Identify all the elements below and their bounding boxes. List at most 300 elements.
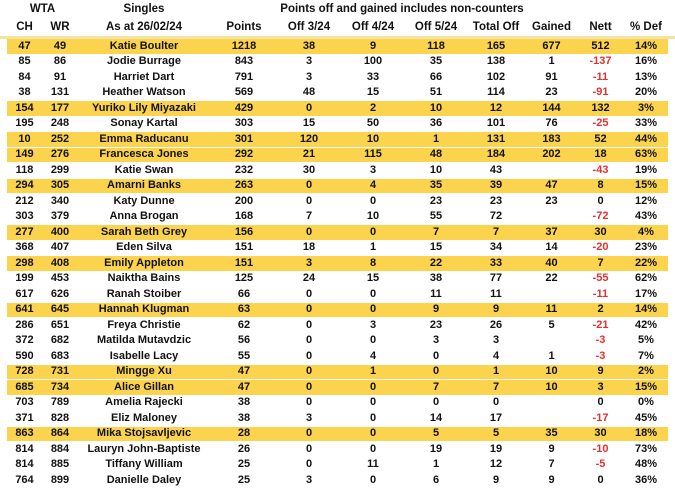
cell-points: 63 xyxy=(237,303,251,316)
cell-pct-def: 19% xyxy=(634,163,658,176)
cell-ch: 277 xyxy=(15,225,34,238)
cell-off-3-24: 0 xyxy=(305,396,313,409)
cell-wr: 91 xyxy=(53,70,67,83)
cell-total-off: 33 xyxy=(489,256,503,269)
cell-gained: 144 xyxy=(542,101,561,114)
cell-off-5-24: 10 xyxy=(429,101,443,114)
cell-pct-def: 3% xyxy=(638,101,654,114)
table-row xyxy=(7,318,668,334)
cell-off-3-24: 0 xyxy=(305,458,313,471)
cell-pct-def: 15% xyxy=(634,380,658,393)
cell-points: 62 xyxy=(237,318,251,331)
cell-points: 38 xyxy=(237,396,251,409)
table-row xyxy=(7,241,668,257)
cell-pct-def: 15% xyxy=(634,179,658,192)
cell-wr: 789 xyxy=(50,396,70,409)
header-ch: CH xyxy=(16,21,33,33)
cell-wr: 252 xyxy=(50,132,70,145)
cell-wr: 299 xyxy=(50,163,70,176)
cell-pct-def: 7% xyxy=(638,349,654,362)
cell-points: 429 xyxy=(234,101,254,114)
cell-total-off: 19 xyxy=(489,442,503,455)
cell-off-3-24: 3 xyxy=(305,411,313,424)
cell-player-name: Mingge Xu xyxy=(116,365,172,378)
cell-off-5-24: 7 xyxy=(432,380,440,393)
cell-total-off: 4 xyxy=(492,349,500,362)
cell-pct-def: 14% xyxy=(634,303,658,316)
cell-gained: 9 xyxy=(548,442,555,455)
non-counters-note: Points off and gained includes non-counters xyxy=(280,3,524,15)
cell-off-5-24: 118 xyxy=(427,39,445,52)
cell-nett: -5 xyxy=(595,458,606,471)
cell-player-name: Katie Swan xyxy=(114,163,174,176)
table-row xyxy=(7,210,668,226)
cell-player-name: Katie Boulter xyxy=(109,39,179,52)
cell-player-name: Alice Gillan xyxy=(114,380,174,393)
cell-nett: -43 xyxy=(592,163,609,176)
cell-player-name: Tiffany William xyxy=(105,458,183,471)
cell-gained: 202 xyxy=(542,148,561,161)
cell-pct-def: 5% xyxy=(638,334,654,347)
cell-off-5-24: 11 xyxy=(430,287,442,300)
cell-off-3-24: 21 xyxy=(302,148,316,161)
cell-off-5-24: 0 xyxy=(432,349,440,362)
cell-gained: 5 xyxy=(548,318,555,331)
cell-off-3-24: 3 xyxy=(305,473,313,486)
cell-off-5-24: 23 xyxy=(429,318,443,331)
cell-gained: 37 xyxy=(545,225,558,238)
cell-total-off: 23 xyxy=(489,194,503,207)
table-row xyxy=(7,442,668,458)
cell-off-5-24: 23 xyxy=(429,194,443,207)
cell-player-name: Sonay Kartal xyxy=(110,117,178,130)
cell-pct-def: 45% xyxy=(634,411,658,424)
cell-player-name: Katy Dunne xyxy=(113,194,175,207)
cell-wr: 248 xyxy=(50,117,70,130)
cell-ch: 286 xyxy=(15,318,34,331)
cell-ch: 84 xyxy=(18,70,31,83)
cell-player-name: Ranah Stoiber xyxy=(106,287,182,300)
cell-wr: 407 xyxy=(50,241,70,254)
cell-wr: 682 xyxy=(50,334,70,347)
table-body xyxy=(7,39,668,489)
cell-points: 47 xyxy=(237,365,251,378)
cell-off-5-24: 0 xyxy=(432,396,440,409)
cell-pct-def: 42% xyxy=(634,318,658,331)
cell-ch: 371 xyxy=(15,411,34,424)
cell-nett: 8 xyxy=(597,179,604,192)
cell-off-4-24: 0 xyxy=(369,396,377,409)
cell-wr: 400 xyxy=(50,225,70,238)
cell-points: 232 xyxy=(234,163,254,176)
cell-pct-def: 22% xyxy=(634,256,658,269)
cell-total-off: 43 xyxy=(489,163,503,176)
cell-player-name: Harriet Dart xyxy=(113,70,175,83)
cell-off-4-24: 115 xyxy=(364,148,382,161)
table-row xyxy=(7,148,668,164)
cell-gained: 9 xyxy=(548,473,555,486)
cell-ch: 212 xyxy=(15,194,34,207)
cell-off-5-24: 48 xyxy=(429,148,443,161)
cell-gained: 677 xyxy=(542,39,561,52)
cell-gained: 91 xyxy=(545,70,558,83)
cell-player-name: Heather Watson xyxy=(102,86,186,99)
cell-nett: 0 xyxy=(597,396,604,409)
cell-nett: -17 xyxy=(592,411,609,424)
cell-gained: 10 xyxy=(545,380,558,393)
cell-pct-def: 48% xyxy=(634,458,658,471)
cell-off-3-24: 0 xyxy=(305,179,313,192)
cell-off-4-24: 15 xyxy=(366,272,380,285)
cell-off-5-24: 38 xyxy=(429,272,443,285)
cell-pct-def: 13% xyxy=(634,70,658,83)
cell-player-name: Eliz Maloney xyxy=(110,411,178,424)
cell-off-4-24: 10 xyxy=(366,210,380,223)
cell-gained: 22 xyxy=(545,272,558,285)
cell-ch: 47 xyxy=(18,39,31,52)
cell-nett: -10 xyxy=(592,442,609,455)
cell-gained: 11 xyxy=(545,303,558,316)
cell-total-off: 12 xyxy=(489,458,503,471)
cell-total-off: 12 xyxy=(489,101,503,114)
header-points: Points xyxy=(226,21,262,33)
cell-off-5-24: 1 xyxy=(432,132,440,145)
cell-nett: 2 xyxy=(597,303,604,316)
cell-points: 263 xyxy=(234,179,254,192)
cell-total-off: 138 xyxy=(486,55,506,68)
cell-wr: 885 xyxy=(50,458,70,471)
table-column-headers xyxy=(7,18,668,36)
cell-wr: 683 xyxy=(50,349,70,362)
cell-total-off: 165 xyxy=(486,39,506,52)
cell-off-4-24: 0 xyxy=(369,427,377,440)
cell-total-off: 9 xyxy=(492,303,500,316)
cell-wr: 828 xyxy=(50,411,70,424)
cell-player-name: Anna Brogan xyxy=(109,210,179,223)
cell-player-name: Eden Silva xyxy=(116,241,172,254)
cell-nett: -20 xyxy=(592,241,609,254)
cell-wr: 731 xyxy=(50,365,70,378)
cell-off-3-24: 15 xyxy=(302,117,316,130)
cell-off-3-24: 18 xyxy=(302,241,316,254)
cell-pct-def: 16% xyxy=(634,55,658,68)
cell-off-4-24: 1 xyxy=(369,365,377,378)
cell-ch: 298 xyxy=(15,256,34,269)
cell-player-name: Isabelle Lacy xyxy=(109,349,179,362)
cell-pct-def: 18% xyxy=(634,427,658,440)
cell-ch: 195 xyxy=(15,117,34,130)
cell-nett: 512 xyxy=(591,39,610,52)
cell-points: 151 xyxy=(234,256,254,269)
table-row xyxy=(7,396,668,412)
header-wr: WR xyxy=(50,21,70,33)
cell-off-4-24: 0 xyxy=(369,442,377,455)
cell-ch: 685 xyxy=(15,380,34,393)
header-pct-def: % Def xyxy=(630,21,662,33)
header-off-5-24: Off 5/24 xyxy=(414,21,458,33)
cell-off-3-24: 30 xyxy=(302,163,316,176)
cell-off-5-24: 14 xyxy=(429,411,443,424)
cell-ch: 703 xyxy=(15,396,34,409)
cell-player-name: Hannah Klugman xyxy=(98,303,190,316)
cell-points: 56 xyxy=(237,334,251,347)
cell-off-5-24: 5 xyxy=(432,427,440,440)
cell-pct-def: 73% xyxy=(634,442,658,455)
table-row xyxy=(7,117,668,133)
cell-pct-def: 20% xyxy=(634,86,658,99)
table-row xyxy=(7,287,668,303)
cell-total-off: 3 xyxy=(492,334,500,347)
cell-total-off: 11 xyxy=(490,287,502,300)
cell-nett: -25 xyxy=(592,117,609,130)
cell-wr: 734 xyxy=(50,380,70,393)
cell-ch: 303 xyxy=(15,210,34,223)
cell-nett: 0 xyxy=(597,194,604,207)
table-row xyxy=(7,427,668,443)
cell-ch: 118 xyxy=(15,163,34,176)
cell-off-5-24: 55 xyxy=(429,210,443,223)
cell-nett: -72 xyxy=(592,210,609,223)
cell-total-off: 131 xyxy=(486,132,506,145)
cell-off-5-24: 35 xyxy=(429,55,443,68)
cell-total-off: 0 xyxy=(492,396,500,409)
cell-off-5-24: 66 xyxy=(429,70,443,83)
cell-points: 26 xyxy=(237,442,251,455)
cell-total-off: 101 xyxy=(486,117,506,130)
cell-nett: -21 xyxy=(592,318,609,331)
table-row xyxy=(7,225,668,241)
cell-pct-def: 12% xyxy=(634,194,658,207)
table-row xyxy=(7,132,668,148)
cell-points: 25 xyxy=(237,473,251,486)
cell-ch: 372 xyxy=(15,334,34,347)
cell-gained: 1 xyxy=(548,55,555,68)
cell-off-3-24: 0 xyxy=(305,318,313,331)
cell-off-3-24: 0 xyxy=(305,442,313,455)
cell-off-3-24: 3 xyxy=(305,70,313,83)
cell-player-name: Freya Christie xyxy=(107,318,181,331)
header-gained: Gained xyxy=(532,21,571,33)
cell-ch: 154 xyxy=(15,101,34,114)
cell-points: 55 xyxy=(237,349,251,362)
cell-nett: 132 xyxy=(591,101,610,114)
cell-off-4-24: 2 xyxy=(369,101,377,114)
table-row xyxy=(7,86,668,102)
cell-off-3-24: 0 xyxy=(305,334,313,347)
cell-pct-def: 63% xyxy=(634,148,658,161)
cell-off-4-24: 3 xyxy=(369,163,377,176)
cell-ch: 764 xyxy=(15,473,34,486)
cell-off-3-24: 38 xyxy=(302,39,316,52)
cell-ch: 368 xyxy=(15,241,34,254)
cell-total-off: 7 xyxy=(492,225,500,238)
cell-ch: 863 xyxy=(15,427,34,440)
cell-off-4-24: 3 xyxy=(369,318,377,331)
header-off-3-24: Off 3/24 xyxy=(287,21,331,33)
cell-gained: 35 xyxy=(545,427,558,440)
cell-total-off: 9 xyxy=(492,473,500,486)
cell-pct-def: 4% xyxy=(638,225,654,238)
cell-total-off: 114 xyxy=(487,86,505,99)
cell-nett: -11 xyxy=(592,70,609,83)
cell-nett: -55 xyxy=(592,272,609,285)
cell-total-off: 26 xyxy=(489,318,503,331)
cell-player-name: Danielle Daley xyxy=(106,473,182,486)
table-row xyxy=(7,55,668,71)
cell-nett: 52 xyxy=(594,132,607,145)
cell-off-3-24: 0 xyxy=(305,427,313,440)
cell-ch: 10 xyxy=(18,132,31,145)
cell-off-5-24: 36 xyxy=(429,117,443,130)
cell-off-3-24: 24 xyxy=(302,272,316,285)
cell-gained: 23 xyxy=(545,194,558,207)
wta-label: WTA xyxy=(29,3,56,15)
cell-off-3-24: 3 xyxy=(305,55,313,68)
cell-nett: -137 xyxy=(589,55,612,68)
cell-off-3-24: 3 xyxy=(305,256,313,269)
table-row xyxy=(7,334,668,350)
cell-total-off: 39 xyxy=(489,179,503,192)
cell-wr: 408 xyxy=(50,256,70,269)
cell-wr: 626 xyxy=(50,287,70,300)
cell-nett: -3 xyxy=(595,349,606,362)
cell-total-off: 5 xyxy=(492,427,500,440)
cell-off-4-24: 4 xyxy=(369,179,377,192)
cell-pct-def: 36% xyxy=(634,473,658,486)
cell-player-name: Emma Raducanu xyxy=(99,132,189,145)
cell-total-off: 184 xyxy=(486,148,506,161)
cell-off-4-24: 50 xyxy=(366,117,380,130)
cell-points: 156 xyxy=(234,225,254,238)
cell-total-off: 102 xyxy=(486,70,506,83)
cell-ch: 617 xyxy=(15,287,34,300)
cell-wr: 651 xyxy=(50,318,70,331)
cell-pct-def: 23% xyxy=(634,241,658,254)
cell-total-off: 34 xyxy=(489,241,503,254)
cell-off-3-24: 0 xyxy=(305,349,313,362)
cell-off-5-24: 10 xyxy=(429,163,443,176)
table-row xyxy=(7,473,668,489)
cell-wr: 340 xyxy=(50,194,70,207)
cell-pct-def: 43% xyxy=(634,210,658,223)
table-row xyxy=(7,380,668,396)
cell-off-4-24: 0 xyxy=(369,194,377,207)
cell-off-5-24: 9 xyxy=(432,303,440,316)
cell-off-3-24: 7 xyxy=(305,210,313,223)
cell-ch: 641 xyxy=(15,303,34,316)
cell-off-4-24: 4 xyxy=(369,349,377,362)
cell-player-name: Yuriko Lily Miyazaki xyxy=(92,101,196,114)
cell-off-4-24: 8 xyxy=(369,256,377,269)
cell-player-name: Amarni Banks xyxy=(107,179,181,192)
cell-gained: 47 xyxy=(545,179,558,192)
cell-player-name: Amelia Rajecki xyxy=(105,396,183,409)
cell-pct-def: 14% xyxy=(634,39,658,52)
table-row xyxy=(7,349,668,365)
cell-off-5-24: 3 xyxy=(432,334,440,347)
table-row xyxy=(7,303,668,319)
cell-off-4-24: 0 xyxy=(369,411,377,424)
cell-nett: -3 xyxy=(595,334,606,347)
cell-wr: 899 xyxy=(50,473,70,486)
cell-off-4-24: 100 xyxy=(363,55,383,68)
cell-nett: 9 xyxy=(597,365,604,378)
cell-ch: 294 xyxy=(15,179,34,192)
cell-gained: 183 xyxy=(542,132,561,145)
cell-ch: 728 xyxy=(15,365,34,378)
cell-wr: 645 xyxy=(50,303,70,316)
cell-pct-def: 0% xyxy=(638,396,654,409)
cell-off-4-24: 10 xyxy=(366,132,380,145)
cell-off-5-24: 51 xyxy=(429,86,443,99)
cell-points: 843 xyxy=(234,55,254,68)
cell-off-5-24: 19 xyxy=(429,442,443,455)
cell-nett: 30 xyxy=(594,225,607,238)
cell-off-4-24: 33 xyxy=(366,70,380,83)
cell-points: 200 xyxy=(234,194,254,207)
table-row xyxy=(7,365,668,381)
cell-off-3-24: 0 xyxy=(305,380,313,393)
cell-gained: 40 xyxy=(545,256,558,269)
cell-wr: 131 xyxy=(50,86,70,99)
cell-points: 569 xyxy=(234,86,254,99)
cell-wr: 276 xyxy=(50,148,70,161)
cell-points: 168 xyxy=(234,210,254,223)
cell-points: 301 xyxy=(234,132,254,145)
cell-off-4-24: 11 xyxy=(367,458,379,471)
cell-off-3-24: 120 xyxy=(299,132,319,145)
cell-wr: 884 xyxy=(50,442,70,455)
cell-off-4-24: 0 xyxy=(369,287,377,300)
cell-pct-def: 2% xyxy=(638,365,654,378)
table-row xyxy=(7,101,668,117)
cell-points: 28 xyxy=(237,427,251,440)
cell-off-4-24: 0 xyxy=(369,334,377,347)
cell-player-name: Mika Stojsavljevic xyxy=(96,427,192,440)
cell-points: 1218 xyxy=(231,39,257,52)
table-row xyxy=(7,39,668,55)
cell-wr: 86 xyxy=(53,55,67,68)
cell-nett: -91 xyxy=(592,86,609,99)
cell-ch: 814 xyxy=(15,442,34,455)
cell-total-off: 72 xyxy=(489,210,503,223)
cell-ch: 149 xyxy=(15,148,34,161)
cell-off-4-24: 0 xyxy=(369,473,377,486)
cell-pct-def: 44% xyxy=(634,132,658,145)
singles-label: Singles xyxy=(123,3,165,15)
cell-nett: 0 xyxy=(597,473,604,486)
cell-points: 151 xyxy=(234,241,254,254)
cell-nett: 18 xyxy=(594,148,607,161)
cell-off-4-24: 0 xyxy=(369,225,377,238)
cell-off-3-24: 0 xyxy=(305,365,313,378)
table-row xyxy=(7,163,668,179)
cell-off-4-24: 1 xyxy=(369,241,377,254)
cell-off-4-24: 15 xyxy=(366,86,380,99)
table-row xyxy=(7,256,668,272)
cell-pct-def: 33% xyxy=(634,117,658,130)
cell-points: 125 xyxy=(234,272,254,285)
cell-points: 292 xyxy=(234,148,254,161)
cell-gained: 14 xyxy=(545,241,558,254)
table-row xyxy=(7,272,668,288)
cell-player-name: Lauryn John-Baptiste xyxy=(87,442,201,455)
cell-wr: 379 xyxy=(50,210,70,223)
cell-off-3-24: 48 xyxy=(302,86,316,99)
cell-player-name: Sarah Beth Grey xyxy=(100,225,188,238)
cell-player-name: Naiktha Bains xyxy=(107,272,181,285)
cell-nett: 7 xyxy=(597,256,604,269)
